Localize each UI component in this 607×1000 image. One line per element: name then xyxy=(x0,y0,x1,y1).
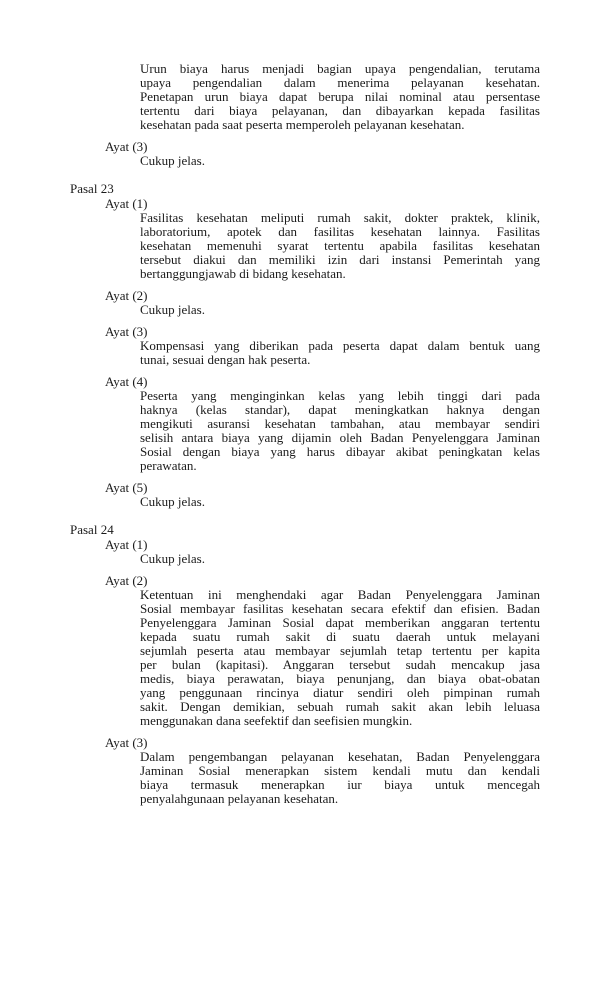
ayat-heading: Ayat (1) xyxy=(105,537,148,552)
paragraph-line: Kompensasi yang diberikan pada peserta dapat dalam bentuk uang xyxy=(140,339,540,353)
paragraph-line: upaya pengendalian dalam menerima pelayanan kesehatan. xyxy=(140,76,540,90)
paragraph xyxy=(140,588,540,728)
paragraph xyxy=(140,552,540,566)
paragraph xyxy=(140,339,540,367)
paragraph-line: tunai, sesuai dengan hak peserta. xyxy=(140,353,311,367)
paragraph-line: Ketentuan ini menghendaki agar Badan Penyelenggara Jaminan xyxy=(140,588,540,602)
ayat-heading: Ayat (3) xyxy=(105,139,148,154)
paragraph-line: Cukup jelas. xyxy=(140,303,205,317)
paragraph-line: penyalahgunaan pelayanan kesehatan. xyxy=(140,792,339,806)
paragraph-line: Sosial dengan biaya yang harus dibayar akibat peningkatan kelas xyxy=(140,445,540,459)
paragraph-line: per bulan (kapitasi). Anggaran tersebut sudah mencakup jasa xyxy=(140,658,540,672)
paragraph-line: sakit. Dengan demikian, sebuah rumah sakit akan lebih leluasa xyxy=(140,700,540,714)
paragraph-line: bertanggungjawab di bidang kesehatan. xyxy=(140,267,346,281)
paragraph xyxy=(140,750,540,806)
paragraph-line: Fasilitas kesehatan meliputi rumah sakit, dokter praktek, klinik, xyxy=(140,211,540,225)
ayat-heading: Ayat (3) xyxy=(105,735,148,750)
paragraph-line: biaya termasuk menerapkan iur biaya untuk mencegah xyxy=(140,778,540,792)
paragraph-line: medis, biaya perawatan, biaya penunjang, dan biaya obat-obatan xyxy=(140,672,540,686)
paragraph-line: perawatan. xyxy=(140,459,197,473)
paragraph xyxy=(140,62,540,132)
paragraph xyxy=(140,211,540,281)
ayat-heading: Ayat (3) xyxy=(105,324,148,339)
paragraph-line: Dalam pengembangan pelayanan kesehatan, Badan Penyelenggara xyxy=(140,750,540,764)
paragraph-line: Penetapan urun biaya dapat berupa nilai nominal atau persentase xyxy=(140,90,540,104)
paragraph-line: yang penggunaan rincinya diatur sendiri oleh pimpinan rumah xyxy=(140,686,540,700)
ayat-heading: Ayat (2) xyxy=(105,573,148,588)
paragraph-line: kesehatan memenuhi syarat tertentu apabila fasilitas kesehatan xyxy=(140,239,540,253)
paragraph xyxy=(140,389,540,473)
paragraph-line: menggunakan dana seefektif dan seefisien mungkin. xyxy=(140,714,413,728)
paragraph-line: Penyelenggara Jaminan Sosial dapat memberikan anggaran tertentu xyxy=(140,616,540,630)
pasal-heading: Pasal 24 xyxy=(70,522,114,537)
paragraph-line: haknya (kelas standar), dapat meningkatkan haknya dengan xyxy=(140,403,540,417)
ayat-heading: Ayat (1) xyxy=(105,196,148,211)
paragraph xyxy=(140,154,540,168)
paragraph-line: Cukup jelas. xyxy=(140,495,205,509)
paragraph xyxy=(140,303,540,317)
paragraph-line: Urun biaya harus menjadi bagian upaya pengendalian, terutama xyxy=(140,62,540,76)
paragraph-line: laboratorium, apotek dan fasilitas kesehatan lainnya. Fasilitas xyxy=(140,225,540,239)
paragraph-line: Cukup jelas. xyxy=(140,154,205,168)
paragraph-line: Peserta yang menginginkan kelas yang lebih tinggi dari pada xyxy=(140,389,540,403)
paragraph-line: selisih antara biaya yang dijamin oleh Badan Penyelenggara Jaminan xyxy=(140,431,540,445)
paragraph-line: kepada suatu rumah sakit di suatu daerah untuk melayani xyxy=(140,630,540,644)
paragraph-line: Jaminan Sosial menerapkan sistem kendali mutu dan kendali xyxy=(140,764,540,778)
paragraph xyxy=(140,495,540,509)
ayat-heading: Ayat (4) xyxy=(105,374,148,389)
ayat-heading: Ayat (5) xyxy=(105,480,148,495)
paragraph-line: Cukup jelas. xyxy=(140,552,205,566)
ayat-heading: Ayat (2) xyxy=(105,288,148,303)
paragraph-line: sejumlah peserta atau membayar sejumlah tetap tertentu per kapita xyxy=(140,644,540,658)
paragraph-line: Sosial membayar fasilitas kesehatan secara efektif dan efisien. Badan xyxy=(140,602,540,616)
paragraph-line: mengikuti asuransi kesehatan tambahan, atau membayar sendiri xyxy=(140,417,540,431)
document-page xyxy=(70,62,540,806)
paragraph-line: tersebut diakui dan memiliki izin dari instansi Pemerintah yang xyxy=(140,253,540,267)
paragraph-line: kesehatan pada saat peserta memperoleh pelayanan kesehatan. xyxy=(140,118,465,132)
paragraph-line: tertentu dari biaya pelayanan, dan dibayarkan kepada fasilitas xyxy=(140,104,540,118)
pasal-heading: Pasal 23 xyxy=(70,181,114,196)
